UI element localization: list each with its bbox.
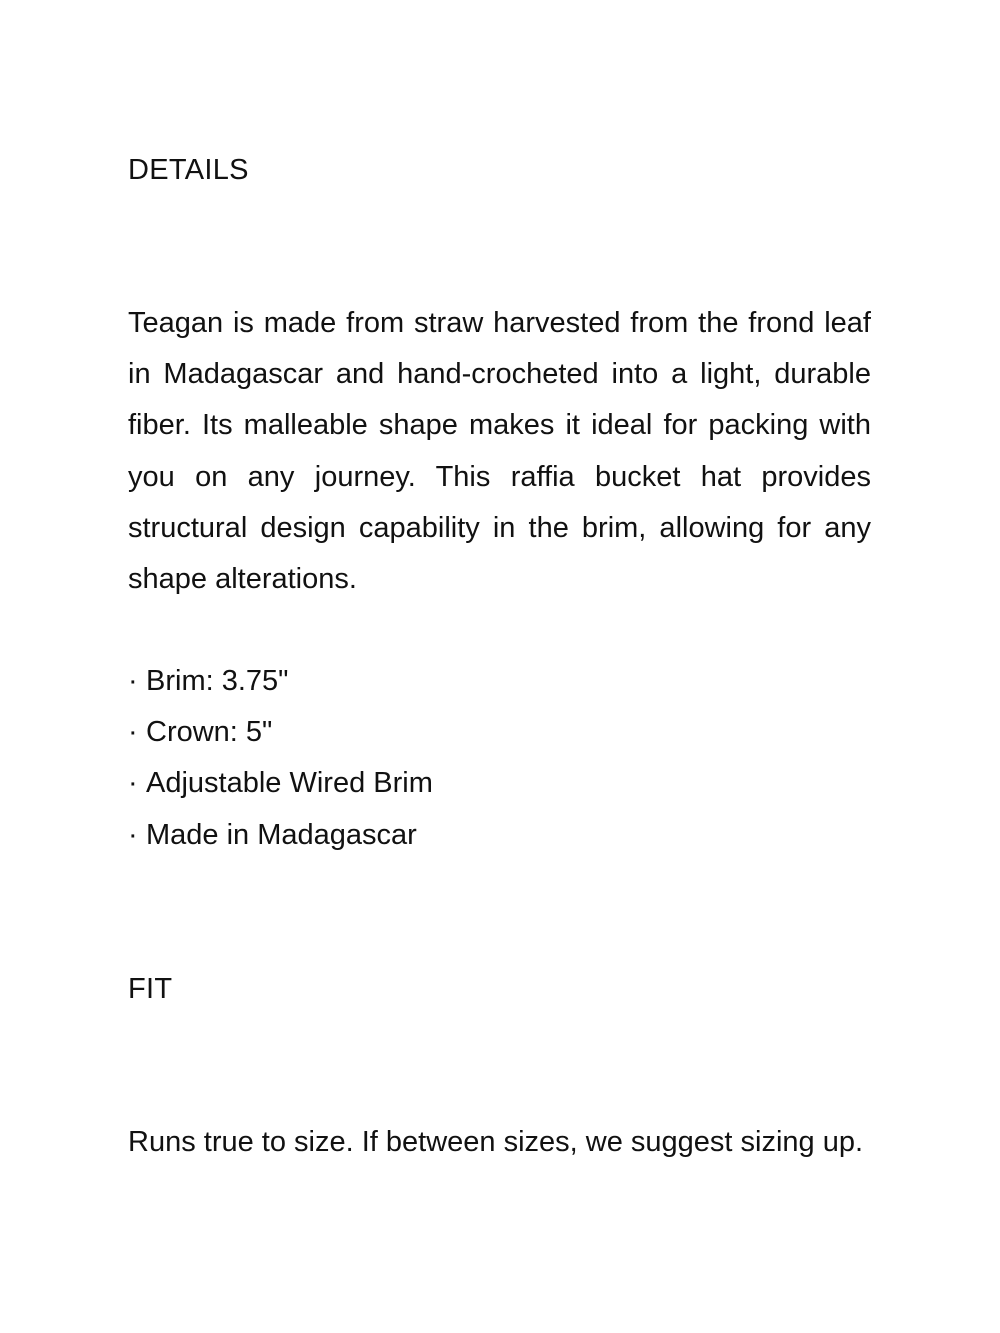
fit-heading: FIT — [128, 973, 173, 1005]
bullet-icon: · — [128, 665, 138, 697]
feature-text: Made in Madagascar — [146, 818, 417, 851]
bullet-icon: · — [128, 818, 138, 851]
feature-text: Brim: 3.75" — [146, 665, 289, 697]
feature-item — [128, 656, 433, 707]
feature-item — [128, 707, 433, 758]
feature-list — [128, 656, 433, 861]
feature-text: Adjustable Wired Brim — [146, 767, 433, 800]
details-description: Teagan is made from straw harvested from the frond leaf in Madagascar and hand-crocheted into a light, durable fiber. Its malleable shape makes it ideal for packing with you on any journey. This raffia bucket hat provides structural design capability in the brim, allowing for any shape alterations. — [128, 307, 871, 596]
feature-item — [128, 810, 433, 861]
feature-item — [128, 758, 433, 809]
fit-description: Runs true to size. If between sizes, we suggest sizing up. — [128, 1126, 864, 1158]
bullet-icon: · — [128, 716, 138, 749]
details-heading: DETAILS — [128, 154, 249, 186]
bullet-icon: · — [128, 767, 138, 800]
feature-text: Crown: 5" — [146, 716, 273, 749]
